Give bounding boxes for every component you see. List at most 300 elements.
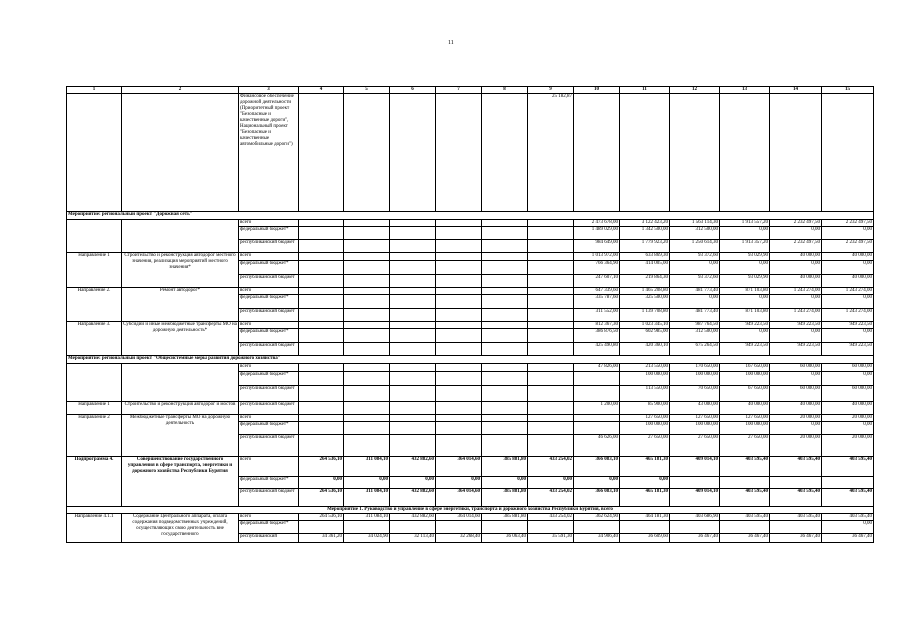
table-cell: 25 182,87 bbox=[528, 94, 574, 212]
section-heading: Мероприятие: региональный проект "Дорожная сеть" bbox=[67, 212, 874, 220]
table-cell bbox=[482, 402, 528, 415]
table-cell: 871 103,80 bbox=[720, 309, 770, 322]
header-cell: 13 bbox=[720, 87, 770, 94]
header-cell: 4 bbox=[299, 87, 344, 94]
table-cell bbox=[436, 343, 482, 356]
table-cell bbox=[528, 386, 574, 402]
table-cell: 647 339,60 bbox=[574, 288, 620, 295]
table-cell: республиканский бюджет bbox=[239, 240, 299, 253]
table-cell: 420 360,10 bbox=[620, 343, 670, 356]
table-cell: 47 826,00 bbox=[574, 364, 620, 372]
table-cell: 1 342 500,00 bbox=[620, 227, 670, 240]
table-cell: федеральный бюджет* bbox=[239, 261, 299, 275]
table-row bbox=[67, 364, 874, 372]
table-cell: Направление 2 bbox=[67, 415, 122, 457]
table-cell: федеральный бюджет* bbox=[239, 372, 299, 386]
table-cell: 1 465 208,80 bbox=[620, 288, 670, 295]
table-row bbox=[67, 514, 874, 521]
table-row bbox=[67, 415, 874, 422]
table-cell: 40 000,00 bbox=[770, 253, 822, 261]
table-cell: всего bbox=[239, 457, 299, 477]
table-cell bbox=[344, 309, 390, 322]
table-cell bbox=[344, 372, 390, 386]
table-cell: Направление 4.1.1 bbox=[67, 514, 122, 543]
table-cell: 219 864,30 bbox=[620, 275, 670, 288]
table-cell: 403 595,40 bbox=[770, 514, 822, 521]
table-cell: 433 254,02 bbox=[528, 489, 574, 507]
header-cell: 2 bbox=[122, 87, 239, 94]
table-cell bbox=[436, 322, 482, 329]
table-cell bbox=[390, 220, 436, 227]
table-cell: 36 063,40 bbox=[482, 534, 528, 543]
table-cell bbox=[299, 415, 344, 422]
table-cell: 0,00 bbox=[574, 477, 620, 489]
table-cell: федеральный бюджет* bbox=[239, 422, 299, 435]
table-cell bbox=[770, 477, 822, 489]
table-cell bbox=[344, 227, 390, 240]
table-cell: 0,00 bbox=[822, 422, 874, 435]
table-cell bbox=[720, 521, 770, 534]
table-cell bbox=[528, 372, 574, 386]
table-cell: 60 000,00 bbox=[822, 386, 874, 402]
table-cell: 949 223,50 bbox=[770, 343, 822, 356]
table-cell: 35 591,30 bbox=[528, 534, 574, 543]
section-heading: Мероприятие: региональный проект "Общесистемные меры развития дорожного хозяйства" bbox=[67, 356, 874, 364]
table-cell: 403 595,40 bbox=[822, 514, 874, 521]
table-cell: 364 014,60 bbox=[436, 514, 482, 521]
table-cell: 264 536,10 bbox=[299, 514, 344, 521]
table-cell bbox=[390, 521, 436, 534]
table-cell: 0,00 bbox=[720, 329, 770, 343]
table-cell: 127 650,00 bbox=[670, 415, 720, 422]
table-cell: всего bbox=[239, 415, 299, 422]
table-cell: 464 181,30 bbox=[620, 514, 670, 521]
table-cell bbox=[299, 402, 344, 415]
table-cell bbox=[528, 402, 574, 415]
table-cell: 0,00 bbox=[822, 295, 874, 309]
table-cell: 481 773,40 bbox=[670, 309, 720, 322]
table-cell bbox=[344, 402, 390, 415]
table-cell bbox=[574, 422, 620, 435]
header-cell: 1 bbox=[67, 87, 122, 94]
table-cell: 1 913 557,20 bbox=[720, 220, 770, 227]
table-cell: 433 254,02 bbox=[528, 514, 574, 521]
table-cell bbox=[299, 227, 344, 240]
table-cell: Совершенствование государственного управления в сфере транспорта, энергетики и дорожного хозяйства Республики Бурятия bbox=[122, 457, 239, 507]
table-cell: 34 906,40 bbox=[574, 534, 620, 543]
table-cell: всего bbox=[239, 253, 299, 261]
table-row bbox=[67, 253, 874, 261]
header-row bbox=[67, 87, 874, 94]
table-cell bbox=[436, 295, 482, 309]
table-cell: 366 083,10 bbox=[574, 457, 620, 477]
table-cell bbox=[574, 94, 620, 212]
table-cell: 100 000,00 bbox=[670, 422, 720, 435]
table-cell: 675 264,50 bbox=[670, 343, 720, 356]
table-cell: 1 243 274,00 bbox=[822, 288, 874, 295]
table-cell: 385 881,80 bbox=[482, 514, 528, 521]
table-cell: Направление 2. bbox=[67, 288, 122, 322]
table-cell: 43 000,00 bbox=[670, 402, 720, 415]
table-cell: 633 869,30 bbox=[620, 253, 670, 261]
table-cell: всего bbox=[239, 514, 299, 521]
table-cell: 465 181,30 bbox=[620, 457, 670, 477]
table-cell: 403 595,40 bbox=[822, 489, 874, 507]
table-cell: 34 024,90 bbox=[344, 534, 390, 543]
table-cell bbox=[528, 422, 574, 435]
table-cell bbox=[482, 415, 528, 422]
table-cell: 465 181,30 bbox=[620, 489, 670, 507]
header-cell: 6 bbox=[390, 87, 436, 94]
table-cell: 32 113,40 bbox=[390, 534, 436, 543]
table-cell: 385 881,80 bbox=[482, 489, 528, 507]
table-cell: 1 489 029,00 bbox=[574, 227, 620, 240]
table-cell bbox=[528, 309, 574, 322]
table-cell: 1 250 614,30 bbox=[670, 240, 720, 253]
table-cell bbox=[670, 521, 720, 534]
table-cell: федеральный бюджет* bbox=[239, 227, 299, 240]
table-cell: 170 650,00 bbox=[670, 364, 720, 372]
table-cell: 100 000,00 bbox=[620, 422, 670, 435]
table-cell bbox=[344, 94, 390, 212]
table-cell bbox=[528, 415, 574, 422]
table-cell: 311 084,10 bbox=[344, 514, 390, 521]
table-cell: 213 550,00 bbox=[620, 364, 670, 372]
budget-table bbox=[66, 86, 874, 543]
table-cell: 312 500,00 bbox=[670, 329, 720, 343]
table-cell bbox=[299, 521, 344, 534]
header-cell: 5 bbox=[344, 87, 390, 94]
table-cell bbox=[528, 240, 574, 253]
table-cell: 949 223,50 bbox=[822, 343, 874, 356]
table-cell bbox=[344, 295, 390, 309]
table-cell: 20 000,00 bbox=[822, 435, 874, 457]
table-cell: 312 500,00 bbox=[670, 227, 720, 240]
table-cell: 36 467,40 bbox=[822, 534, 874, 543]
table-cell: 0,00 bbox=[436, 477, 482, 489]
table-cell: 366 083,10 bbox=[574, 489, 620, 507]
table-cell bbox=[344, 275, 390, 288]
table-cell: Межбюджетные трансферты МО на дорожную деятельность bbox=[122, 415, 239, 457]
table-cell: республиканский бюджет bbox=[239, 435, 299, 457]
table-cell: 409 014,10 bbox=[670, 489, 720, 507]
table-cell bbox=[122, 364, 239, 402]
table-cell: 0,00 bbox=[770, 227, 822, 240]
table-cell bbox=[482, 227, 528, 240]
table-cell: 20 000,00 bbox=[770, 415, 822, 422]
table-cell: федеральный бюджет* bbox=[239, 329, 299, 343]
table-cell: 403 595,40 bbox=[770, 489, 822, 507]
table-cell bbox=[344, 329, 390, 343]
table-cell bbox=[67, 220, 122, 253]
table-cell: 36 467,40 bbox=[720, 534, 770, 543]
table-cell bbox=[436, 94, 482, 212]
table-cell bbox=[482, 261, 528, 275]
table-cell bbox=[299, 372, 344, 386]
table-row bbox=[67, 322, 874, 329]
table-cell: 0,00 bbox=[822, 227, 874, 240]
table-cell: 27 650,00 bbox=[670, 435, 720, 457]
table-cell: 0,00 bbox=[720, 261, 770, 275]
table-cell bbox=[770, 521, 822, 534]
table-cell bbox=[299, 295, 344, 309]
table-cell: 871 103,80 bbox=[720, 288, 770, 295]
table-cell: 403 595,40 bbox=[720, 489, 770, 507]
table-cell bbox=[436, 227, 482, 240]
table-cell bbox=[482, 275, 528, 288]
table-cell: республиканский бюджет bbox=[239, 309, 299, 322]
table-cell: 0,00 bbox=[822, 329, 874, 343]
table-cell: 40 000,00 bbox=[720, 402, 770, 415]
table-cell: 414 005,00 bbox=[620, 261, 670, 275]
table-cell: 40 000,00 bbox=[822, 253, 874, 261]
table-cell bbox=[390, 364, 436, 372]
table-cell bbox=[436, 240, 482, 253]
table-cell: 432 882,60 bbox=[390, 489, 436, 507]
section-row bbox=[67, 507, 874, 514]
table-cell: всего bbox=[239, 364, 299, 372]
table-cell bbox=[528, 288, 574, 295]
table-cell bbox=[528, 253, 574, 261]
table-cell: республиканский бюджет bbox=[239, 402, 299, 415]
table-cell bbox=[390, 415, 436, 422]
table-cell bbox=[436, 386, 482, 402]
table-cell bbox=[482, 253, 528, 261]
table-cell bbox=[390, 295, 436, 309]
table-cell bbox=[528, 295, 574, 309]
table-cell: 34 361,20 bbox=[299, 534, 344, 543]
table-cell: 481 773,40 bbox=[670, 288, 720, 295]
table-cell bbox=[528, 322, 574, 329]
table-cell: 247 607,10 bbox=[574, 275, 620, 288]
table-cell: 85 900,00 bbox=[620, 402, 670, 415]
table-cell bbox=[299, 422, 344, 435]
table-cell bbox=[528, 227, 574, 240]
table-cell: 127 650,00 bbox=[720, 415, 770, 422]
table-cell bbox=[436, 309, 482, 322]
table-cell: федеральный бюджет* bbox=[239, 477, 299, 489]
table-cell bbox=[482, 240, 528, 253]
table-cell: Направление 1 bbox=[67, 402, 122, 415]
table-cell bbox=[390, 261, 436, 275]
table-cell bbox=[482, 521, 528, 534]
table-cell bbox=[67, 94, 122, 212]
table-cell: 362 624,90 bbox=[574, 514, 620, 521]
table-cell: 949 223,50 bbox=[720, 343, 770, 356]
table-cell bbox=[344, 415, 390, 422]
table-cell: 27 650,00 bbox=[620, 435, 670, 457]
table-cell: 113 550,00 bbox=[620, 386, 670, 402]
section-row bbox=[67, 356, 874, 364]
header-cell: 3 bbox=[239, 87, 299, 94]
table-cell: 0,00 bbox=[528, 477, 574, 489]
table-cell bbox=[436, 435, 482, 457]
table-cell: 987 764,50 bbox=[670, 322, 720, 329]
table-cell: республиканский бюджет bbox=[239, 275, 299, 288]
table-cell bbox=[574, 415, 620, 422]
table-cell: 20 000,00 bbox=[770, 435, 822, 457]
table-cell: республиканский бюджет bbox=[239, 489, 299, 507]
table-cell: 93 372,60 bbox=[670, 275, 720, 288]
table-cell: 432 882,60 bbox=[390, 457, 436, 477]
table-cell bbox=[528, 364, 574, 372]
table-cell bbox=[299, 364, 344, 372]
table-cell: 432 882,60 bbox=[390, 514, 436, 521]
table-cell: 0,00 bbox=[299, 477, 344, 489]
table-cell: 27 650,00 bbox=[720, 435, 770, 457]
table-cell: Содержание Центрального аппарата, оплата содержания подведомственных учреждений, осуществляющих свою деятельность вне государственного bbox=[122, 514, 239, 543]
header-cell: 12 bbox=[670, 87, 720, 94]
table-cell: Строительство и реконструкция автодорог местного значения, реализация мероприятий местного значения* bbox=[122, 253, 239, 288]
table-cell: 0,00 bbox=[822, 372, 874, 386]
table-cell bbox=[299, 435, 344, 457]
table-cell bbox=[482, 364, 528, 372]
table-cell: 403 595,40 bbox=[720, 514, 770, 521]
table-cell: 403 686,90 bbox=[670, 514, 720, 521]
table-cell bbox=[299, 386, 344, 402]
table-cell: 364 014,60 bbox=[436, 489, 482, 507]
table-cell: 0,00 bbox=[344, 477, 390, 489]
table-cell: 311 084,10 bbox=[344, 489, 390, 507]
table-cell bbox=[574, 372, 620, 386]
table-cell bbox=[299, 240, 344, 253]
table-cell bbox=[822, 477, 874, 489]
table-cell bbox=[344, 261, 390, 275]
table-cell: Ремонт автодорог* bbox=[122, 288, 239, 322]
table-cell: республиканский бюджет bbox=[239, 343, 299, 356]
table-cell bbox=[436, 261, 482, 275]
table-cell: республиканский бюджет bbox=[239, 386, 299, 402]
table-cell: 949 223,50 bbox=[770, 322, 822, 329]
table-cell bbox=[528, 275, 574, 288]
header-cell: 11 bbox=[620, 87, 670, 94]
table-cell bbox=[344, 220, 390, 227]
table-cell: 36 609,60 bbox=[620, 534, 670, 543]
table-cell bbox=[390, 240, 436, 253]
table-cell: 949 223,50 bbox=[720, 322, 770, 329]
table-cell: 20 000,00 bbox=[822, 415, 874, 422]
table-cell bbox=[436, 288, 482, 295]
table-cell: 2 232 497,50 bbox=[770, 220, 822, 227]
table-cell bbox=[574, 386, 620, 402]
table-cell bbox=[574, 521, 620, 534]
table-cell: 1 139 708,80 bbox=[620, 309, 670, 322]
table-cell bbox=[299, 329, 344, 343]
table-cell bbox=[528, 329, 574, 343]
table-cell bbox=[436, 220, 482, 227]
table-cell bbox=[344, 521, 390, 534]
table-cell: 93 029,90 bbox=[720, 253, 770, 261]
table-cell bbox=[344, 240, 390, 253]
section-row bbox=[67, 212, 874, 220]
table-cell bbox=[344, 435, 390, 457]
table-cell bbox=[720, 94, 770, 212]
table-cell bbox=[482, 372, 528, 386]
table-cell bbox=[390, 422, 436, 435]
table-cell bbox=[436, 372, 482, 386]
table-cell: всего bbox=[239, 322, 299, 329]
table-cell: 93 029,90 bbox=[720, 275, 770, 288]
table-cell: 100 000,00 bbox=[720, 372, 770, 386]
table-cell bbox=[528, 435, 574, 457]
table-cell: 433 254,02 bbox=[528, 457, 574, 477]
header-cell: 8 bbox=[482, 87, 528, 94]
table-cell: 167 650,00 bbox=[720, 364, 770, 372]
table-cell: 1 013 972,00 bbox=[574, 253, 620, 261]
table-cell: 264 536,10 bbox=[299, 489, 344, 507]
page-number: 11 bbox=[448, 40, 454, 46]
table-cell: 264 536,10 bbox=[299, 457, 344, 477]
table-cell: 2 473 678,00 bbox=[574, 220, 620, 227]
table-cell: 311 552,00 bbox=[574, 309, 620, 322]
table-cell: 0,00 bbox=[620, 477, 670, 489]
table-cell: 40 000,00 bbox=[822, 275, 874, 288]
table-cell bbox=[344, 422, 390, 435]
table-cell bbox=[482, 422, 528, 435]
table-cell bbox=[390, 386, 436, 402]
table-cell: 0,00 bbox=[770, 295, 822, 309]
header-cell: 9 bbox=[528, 87, 574, 94]
table-cell bbox=[482, 343, 528, 356]
table-cell bbox=[528, 521, 574, 534]
table-cell: 100 000,00 bbox=[720, 422, 770, 435]
table-cell bbox=[299, 253, 344, 261]
table-cell bbox=[390, 288, 436, 295]
table-cell: 0,00 bbox=[720, 227, 770, 240]
table-cell: 3 122 423,20 bbox=[620, 220, 670, 227]
table-cell bbox=[770, 94, 822, 212]
table-cell: 0,00 bbox=[390, 477, 436, 489]
table-cell: 40 000,00 bbox=[770, 402, 822, 415]
table-cell: 0,00 bbox=[670, 261, 720, 275]
table-cell: Строительство и реконструкция автодорог и мостов bbox=[122, 402, 239, 415]
table-cell bbox=[528, 220, 574, 227]
table-cell: 1 200,00 bbox=[574, 402, 620, 415]
table-cell bbox=[436, 253, 482, 261]
table-cell: Подпрограмма 4. bbox=[67, 457, 122, 507]
table-cell: 1 023 345,10 bbox=[620, 322, 670, 329]
table-cell bbox=[390, 227, 436, 240]
table-cell: 0,00 bbox=[670, 295, 720, 309]
table-cell: 425 490,80 bbox=[574, 343, 620, 356]
table-cell: 984 649,00 bbox=[574, 240, 620, 253]
table-row bbox=[67, 94, 874, 212]
table-cell bbox=[390, 402, 436, 415]
table-row bbox=[67, 220, 874, 227]
table-cell bbox=[299, 275, 344, 288]
table-cell bbox=[482, 295, 528, 309]
table-cell: 36 467,40 bbox=[770, 534, 822, 543]
table-cell bbox=[299, 220, 344, 227]
table-cell: 60 000,00 bbox=[822, 364, 874, 372]
header-cell: 7 bbox=[436, 87, 482, 94]
table-row bbox=[67, 402, 874, 415]
table-cell bbox=[436, 521, 482, 534]
table-cell bbox=[299, 94, 344, 212]
table-cell bbox=[122, 94, 239, 212]
table-cell: 403 595,40 bbox=[822, 457, 874, 477]
section-heading: Мероприятие 1. Руководство и управление в сфере энергетики, транспорта и дорожного хозяйства Республики Бурятия, всего bbox=[67, 507, 874, 514]
table-cell: 385 881,80 bbox=[482, 457, 528, 477]
table-cell: 60 000,00 bbox=[770, 386, 822, 402]
table-row bbox=[67, 457, 874, 477]
header-cell: 10 bbox=[574, 87, 620, 94]
header-cell: 14 bbox=[770, 87, 822, 94]
table-cell: 409 014,10 bbox=[670, 457, 720, 477]
table-cell bbox=[299, 322, 344, 329]
table-cell bbox=[390, 343, 436, 356]
table-cell bbox=[344, 253, 390, 261]
